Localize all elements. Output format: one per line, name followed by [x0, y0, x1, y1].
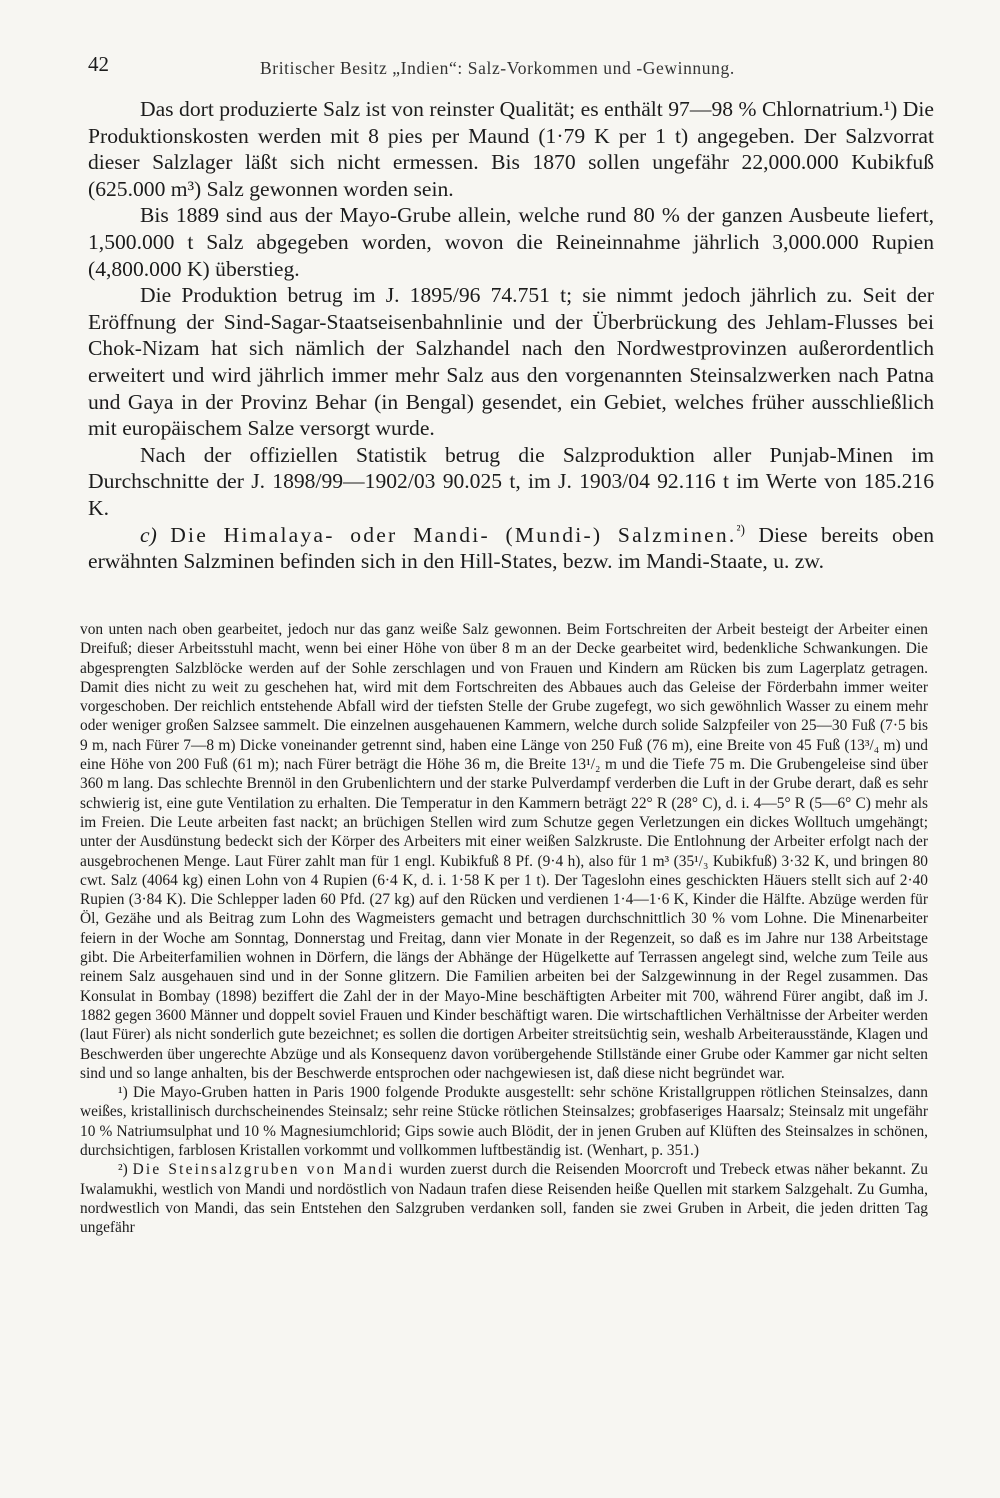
paragraph-himalaya-mines — [88, 522, 934, 575]
footnote-continuation: von unten nach oben gearbeitet, jedoch nur das ganz weiße Salz gewonnen. Beim Fortschreiten der Arbeit besteigt der Arbeiter einen Dreifuß; dieser Arbeitsstuhl macht, wenn bei einer Höhe von über 8 m an der Decke gearbeitet wird, bedenkliche Schwankungen. Die abgesprengten Salzblöcke werden auf der Sohle zerschlagen und von Frauen und Kindern am Rücken bis zum Lagerplatz getragen. Damit dies nicht zu weit zu geschehen hat, wird mit dem Fortschreiten des Abbaues auch das Geleise der Förderbahn immer weiter vorgeschoben. Der reichlich entstehende Abfall wird der tiefsten Stelle der Grube zugefegt, wo sich gewöhnlich Wasser zu einem mehr oder weniger großen Salzsee sammelt. Die einzelnen ausgehauenen Kammern, welche durch solide Salzpfeiler von 25—30 Fuß (7·5 bis 9 m, nach Fürer 7—8 m) Dicke voneinander getrennt sind, haben eine Länge von 250 Fuß (76 m), eine Breite von 45 Fuß (13³/₄ m) und eine Höhe von 200 Fuß (61 m); nach Fürer beträgt die Höhe 36 m, die Breite 13¹/₂ m und die Tiefe 75 m. Die Grubengeleise sind über 360 m lang. Das schlechte Brennöl in den Grubenlichtern und der starke Pulverdampf verderben die Luft in der Grube derart, daß es sehr schwierig ist, eine gute Ventilation zu erhalten. Die Temperatur in den Kammern beträgt 22° R (28° C), d. i. 4—5° R (5—6° C) mehr als im Freien. Die Leute arbeiten fast nackt; an brüchigen Stellen wird zum Schutze gegen Verletzungen ein dickes Wolltuch umgehängt; unter der Ausdünstung bedeckt sich der Körper des Arbeiters mit einer weißen Salzkruste. Die Entlohnung der Arbeiter erfolgt nach der ausgebrochenen Menge. Laut Fürer zahlt man für 1 engl. Kubikfuß 8 Pf. (9·4 h), also für 1 m³ (35¹/₃ Kubikfuß) 3·32 K, und bringen 80 cwt. Salz (4064 kg) einen Lohn von 4 Rupien (6·4 K, d. i. 1·58 K per 1 t). Der Tageslohn eines geschickten Häuers stellt sich auf 2·40 Rupien (3·84 K). Die Schlepper laden 60 Pfd. (27 kg) auf den Rücken und verdienen 1·4—1·6 K, Kinder die Hälfte. Abzüge werden für Öl, Gezähe und als Beitrag zum Lohn des Wagmeisters gemacht und betragen durchschnittlich 30 % vom Lohne. Die Minenarbeiter feiern in der Woche am Sonntag, Donnerstag und Freitag, dann vier Monate in der Regenzeit, so daß es im Jahre nur 138 Arbeitstage gibt. Die Arbeiterfamilien wohnen in Dörfern, die längs der Abhänge der Hügelkette auf Terrassen angelegt sind, welche zum Teile aus reinem Salz ausgehauen sind und in der Sonne glitzern. Die Familien arbeiten bei der Salzgewinnung in der Regel zusammen. Das Konsulat in Bombay (1898) beziffert die Zahl der in der Mayo-Mine beschäftigten Arbeiter mit 700, während Fürer angibt, daß im J. 1882 gegen 3600 Männer und doppelt soviel Frauen und Kinder beschäftigt waren. Die wirtschaftlichen Verhältnisse der Arbeiter werden (laut Fürer) als nicht sonderlich gute bezeichnet; es sollen die dortigen Arbeiter streitsüchtig sein, weshalb Arbeiterausstände, Klagen und Beschwerden über ungerechte Abzüge und als Konsequenz davon vorübergehende Stillstände einer Grube oder Kammer gar nicht selten sind und so lange anhalten, bis der Beschwerde entsprochen oder nachgewiesen ist, daß diese nicht begründet war. — [80, 621, 928, 1082]
paragraph-production-1895: Die Produktion betrug im J. 1895/96 74.751 t; sie nimmt jedoch jährlich zu. Seit der Eröffnung der Sind-Sagar-Staatseisenbahnlinie und der Überbrückung des Jehlam-Flusses bei Chok-Nizam hat sich nämlich der Salzhandel nach den Nordwestprovinzen außerordentlich erweitert und wird jährlich immer mehr Salz aus den vorgenannten Steinsalzwerken nach Patna und Gaya in der Provinz Behar (in Bengal) gesendet, ein Gebiet, welches früher ausschließlich mit europäischem Salze versorgt wurde. — [88, 283, 934, 441]
page-number: 42 — [88, 52, 109, 76]
paragraph-statistics: Nach der offiziellen Statistik betrug die Salzproduktion aller Punjab-Minen im Durchschnitte der J. 1898/99—1902/03 90.025 t, im J. 1903/04 92.116 t im Werte von 185.216 K. — [88, 442, 934, 520]
paragraph-salt-quality: Das dort produzierte Salz ist von reinster Qualität; es enthält 97—98 % Chlornatrium.¹) Die Produktionskosten werden mit 8 pies per Maund (1·79 K per 1 t) angegeben. Der Salzvorrat dieser Salzlager läßt sich nicht ermessen. Bis 1870 sollen ungefähr 22,000.000 Kubikfuß (625.000 m³) Salz gewonnen worden sein. — [88, 97, 934, 201]
footnote-1: ¹) Die Mayo-Gruben hatten in Paris 1900 folgende Produkte ausgestellt: sehr schöne Kristallgruppen rötlichen Steinsalzes, dann weißes, kristallinisch durchscheinendes Steinsalz; sehr reine Stücke rötlichen Steinsalzes; grobfaseriges Haarsalz; Steinsalz mit ungefähr 10 % Natriumsulphat und 10 % Magnesiumchlorid; Gips sowie auch Blödit, der in jenen Gruben auf Klüften des Steinsalzes in schönen, durchsichtigen, farblosen Kristallen vorkommt und vollkommen luftbeständig ist. (Wenhart, p. 351.) — [80, 1084, 928, 1160]
running-title: Britischer Besitz „Indien“: Salz-Vorkommen und -Gewinnung. — [260, 58, 735, 78]
paragraph-mayo-output: Bis 1889 sind aus der Mayo-Grube allein, welche rund 80 % der ganzen Ausbeute liefert, 1,500.000 t Salz abgegeben worden, wovon die Reineinnahme jährlich 3,000.000 Rupien (4,800.000 K) überstieg. — [88, 203, 934, 281]
page-header — [88, 52, 942, 88]
footnote-2-lead: Die Steinsalzgruben von Mandi — [132, 1161, 395, 1179]
main-text — [88, 96, 934, 575]
footnote-ref-2: ²) — [736, 521, 745, 537]
footnote-2-text: wurden zuerst durch die Reisenden Moorcroft und Trebeck etwas näher bekannt. Zu Iwalamukhi, westlich von Mandi und nordöstlich von Nadaun trafen diese Reisenden heiße Quellen mit starkem Salzgehalt. Zu Gumha, nordwestlich von Mandi, das sein Entstehen den Salzgruben verdanken soll, fanden sie zwei Gruben in Arbeit, die jeden dritten Tag ungefähr — [80, 1161, 928, 1237]
footnote-2 — [80, 1160, 928, 1237]
footnote-2-marker: ²) — [118, 1161, 128, 1179]
section-heading: Die Himalaya- oder Mandi- (Mundi-) Salzminen. — [170, 522, 737, 547]
footnotes — [80, 620, 928, 1238]
section-label: c) — [140, 522, 157, 547]
section-text: Diese bereits oben erwähnten Salzminen befinden sich in den Hill-States, bezw. im Mandi-Staate, u. zw. — [88, 522, 934, 574]
